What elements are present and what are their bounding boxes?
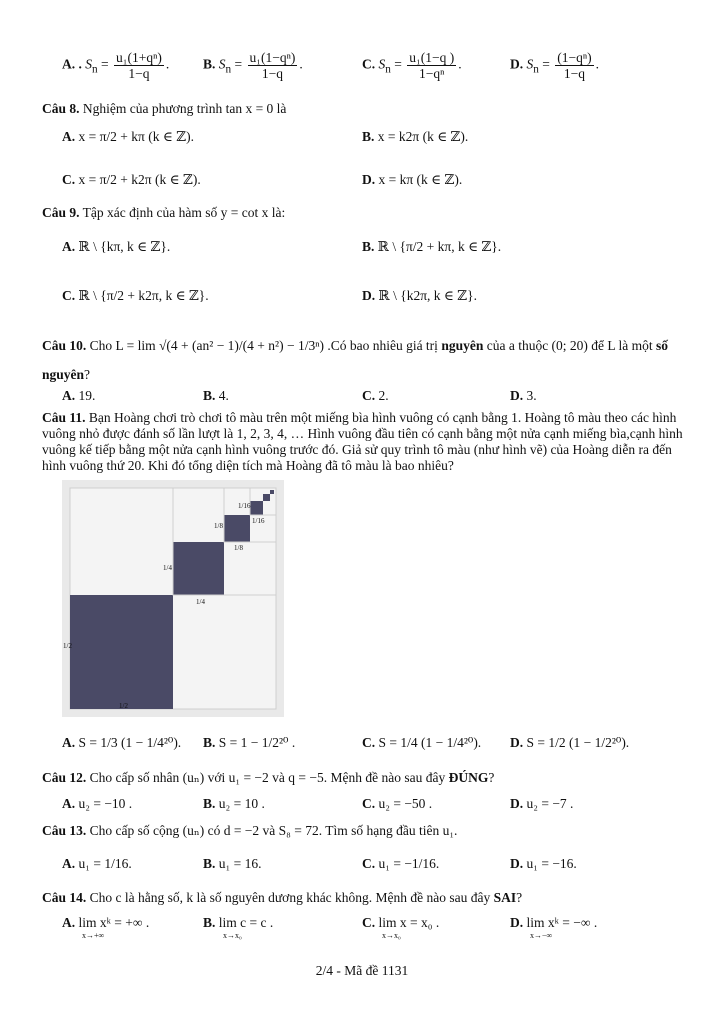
fraction: $\frac{\text{u₁(1−q )}}{\text{1−qⁿ}}$ [409, 50, 455, 81]
q12-option-b: B. u₂ = 10 . [203, 796, 265, 811]
limit-subscript: x→x₀ [223, 931, 242, 940]
q7-option-a: A. . $S_n$ = $\frac{\text{u₁(1+qⁿ)}}{1-q}$ . [62, 50, 170, 81]
label-sixteenth-left: 1/16 [238, 502, 251, 510]
question-text: Nghiệm của phương trình tan x = 0 là [82, 101, 287, 116]
squares-diagram [62, 480, 284, 717]
option-label: A. . [62, 56, 82, 72]
q13-option-d: D. u₁ = −16. [510, 856, 577, 871]
label-eighth-bottom: 1/8 [234, 544, 243, 552]
q12-option-a: A. u₂ = −10 . [62, 796, 133, 811]
q10-stem-continued: nguyên? [42, 367, 91, 382]
question-number: Câu 13. [42, 823, 87, 838]
q13-stem [42, 823, 694, 839]
q13-option-b: B. u₁ = 16. [203, 856, 262, 871]
square-3 [224, 515, 250, 542]
label-half-bottom: 1/2 [119, 702, 128, 710]
q12-option-c: C. u₂ = −50 . [362, 796, 433, 811]
q11-stem [42, 410, 692, 474]
question-number: Câu 8. [42, 101, 80, 116]
q7-option-c: C. $S_n$ = $\frac{\text{u₁(1−q )}}{\text{1−qⁿ}}$ . [362, 50, 462, 81]
question-text: Tập xác định của hàm số y = cot x là: [82, 205, 286, 220]
q13-option-c: C. u₁ = −1/16. [362, 856, 440, 871]
q14-stem: Câu 14. Cho c là hằng số, k là số nguyên dương khác không. Mệnh đề nào sau đây SAI? [42, 890, 523, 905]
square-6 [270, 490, 274, 494]
q9-option-b: B. ℝ \ {π/2 + kπ, k ∈ ℤ}. [362, 239, 502, 254]
question-number: Câu 10. [42, 338, 87, 353]
q10-option-a: A. 19. [62, 388, 96, 403]
question-number: Câu 11. [42, 410, 86, 425]
square-1 [70, 595, 173, 709]
question-number: Câu 14. [42, 890, 87, 905]
limit-subscript: x→−∞ [530, 931, 553, 940]
option-label: B. [203, 56, 216, 72]
limit-formula: L = lim √(4 + (an² − 1)/(4 + n²) − 1/3ⁿ) [115, 338, 324, 353]
q10-option-b: B. 4. [203, 388, 229, 403]
q8-option-d: D. x = kπ (k ∈ ℤ). [362, 172, 463, 187]
q12-stem: Câu 12. Cho cấp số nhân (uₙ) với u₁ = −2 và q = −5. Mệnh đề nào sau đây ĐÚNG? [42, 770, 495, 785]
fraction: $\frac{\text{u₁(1−qⁿ)}}{1-q}$ [249, 50, 296, 81]
square-2 [173, 542, 224, 595]
q9-option-c: C. ℝ \ {π/2 + k2π, k ∈ ℤ}. [62, 288, 209, 303]
q8-option-c: C. x = π/2 + k2π (k ∈ ℤ). [62, 172, 201, 187]
limit-subscript: x→x₀ [382, 931, 401, 940]
nested-squares-figure [62, 480, 284, 717]
fraction: $\frac{\text{(1−qⁿ)}}{1-q}$ [557, 50, 592, 81]
q7-option-b: B. $S_n$ = $\frac{\text{u₁(1−qⁿ)}}{1-q}$ . [203, 50, 303, 81]
label-half-left: 1/2 [63, 642, 72, 650]
q9-stem [42, 205, 694, 221]
q8-stem [42, 101, 694, 117]
q14-option-c: C. lim x = x₀ . x→x₀ [362, 915, 440, 940]
square-4 [250, 501, 263, 515]
q7-option-d: D. $S_n$ = $\frac{\text{(1−qⁿ)}}{1-q}$ . [510, 50, 599, 81]
q14-option-a: A. lim xᵏ = +∞ . x→+∞ [62, 915, 150, 940]
q10-stem: Câu 10. Cho L = lim √(4 + (an² − 1)/(4 + n²) − 1/3ⁿ) .Có bao nhiêu giá trị nguyên của a thuộc (0; 20) để L là một số [42, 338, 669, 353]
question-text: Bạn Hoàng chơi trò chơi tô màu trên một miếng bìa hình vuông có cạnh bằng 1. Hoàng tô màu theo các hình vuông nhỏ được đánh số lần lượt là 1, 2, 3, 4, … Hình vuông đầu tiên có cạnh bằng một nửa cạnh miếng bìa,cạnh hình vuông kế tiếp bằng một nửa cạnh hình vuông trước đó. Giả sử quy trình tô màu (như hình vẽ) của Hoàng diễn ra đến hình vuông thứ 20. Khi đó tổng diện tích mà Hoàng đã tô màu là bao nhiêu? [42, 410, 683, 473]
q12-option-d: D. u₂ = −7 . [510, 796, 574, 811]
question-number: Câu 12. [42, 770, 87, 785]
q14-option-d: D. lim xᵏ = −∞ . x→−∞ [510, 915, 598, 940]
q10-option-c: C. 2. [362, 388, 389, 403]
q11-option-a: A. S = 1/3 (1 − 1/4²⁰). [62, 735, 182, 750]
question-text: Cho cấp số cộng (uₙ) có d = −2 và S₈ = 72. Tìm số hạng đầu tiên u₁. [89, 823, 458, 838]
fraction: $\frac{\text{u₁(1+qⁿ)}}{1-q}$ [116, 50, 162, 81]
q11-option-d: D. S = 1/2 (1 − 1/2²⁰). [510, 735, 630, 750]
q11-option-c: C. S = 1/4 (1 − 1/4²⁰). [362, 735, 482, 750]
label-sixteenth-bottom: 1/16 [252, 517, 265, 525]
page-footer: 2/4 - Mã đề 1131 [315, 963, 409, 978]
q8-option-b: B. x = k2π (k ∈ ℤ). [362, 129, 469, 144]
question-number: Câu 9. [42, 205, 80, 220]
q13-option-a: A. u₁ = 1/16. [62, 856, 132, 871]
q14-option-b: B. lim c = c . x→x₀ [203, 915, 274, 940]
q9-option-a: A. ℝ \ {kπ, k ∈ ℤ}. [62, 239, 171, 254]
q9-option-d: D. ℝ \ {k2π, k ∈ ℤ}. [362, 288, 477, 303]
q11-option-b: B. S = 1 − 1/2²⁰ . [203, 735, 296, 750]
limit-subscript: x→+∞ [82, 931, 105, 940]
option-label: C. [362, 56, 376, 72]
label-quarter-bottom: 1/4 [196, 598, 205, 606]
label-eighth-left: 1/8 [214, 522, 223, 530]
q10-option-d: D. 3. [510, 388, 537, 403]
label-quarter-left: 1/4 [163, 564, 172, 572]
q8-option-a: A. x = π/2 + kπ (k ∈ ℤ). [62, 129, 194, 144]
option-label: D. [510, 56, 524, 72]
square-5 [263, 494, 270, 501]
